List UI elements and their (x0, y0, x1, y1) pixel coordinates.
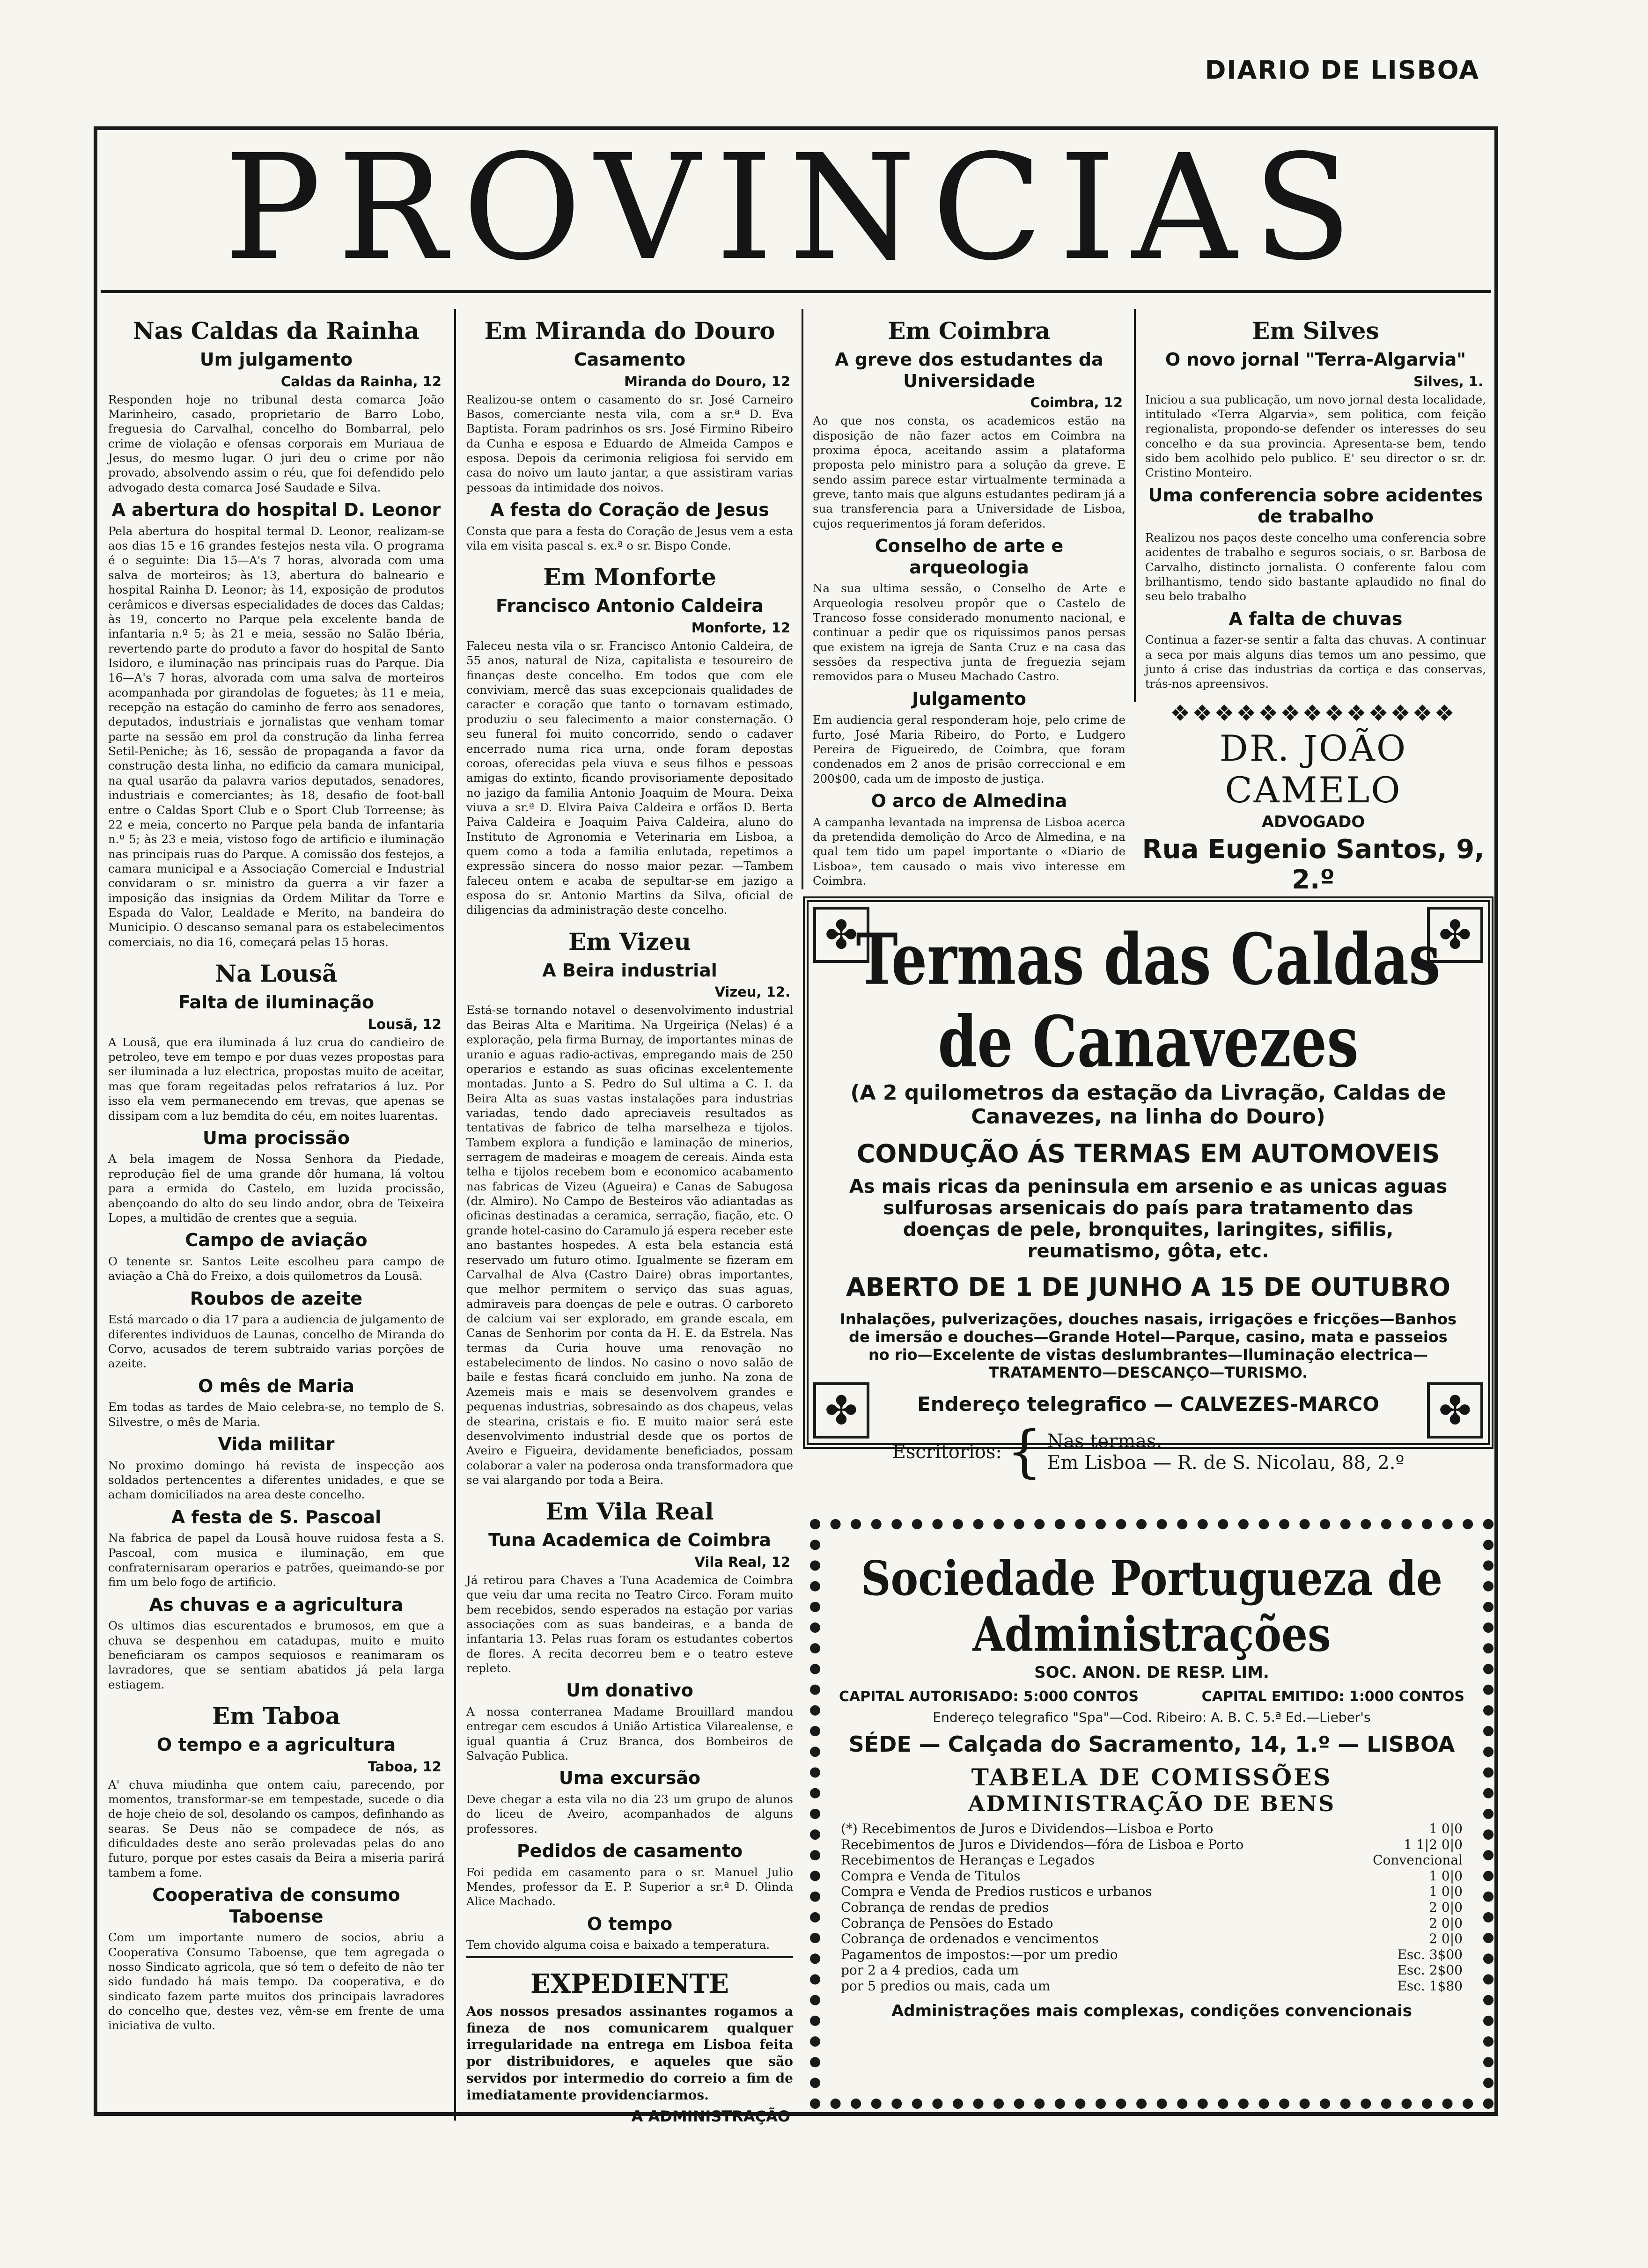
table-row (839, 1916, 1464, 1931)
article-text: Ao que nos consta, os academicos estão na disposição de não fazer actos em Coimbra na proxima época, aceitando assim a plataforma proposta pelo ministro para a solução da greve. E sendo assim parece estar virtualmente terminada a greve, tanto mais que alguns estudantes pediram já a sua transferencia para a Universidade de Lisboa, cujos requerimentos já foram deferidos. (813, 414, 1126, 530)
rate-label: Cobrança de Pensões do Estado (841, 1915, 1053, 1931)
advert-footer: Administrações mais complexas, condições convencionais (891, 2001, 1413, 2020)
advert-season: ABERTO DE 1 DE JUNHO A 15 DE OUTUBRO (846, 1272, 1451, 1302)
subheading: As chuvas e a agricultura (149, 1594, 404, 1615)
rate-label: Compra e Venda de Predios rusticos e urbanos (841, 1884, 1152, 1900)
section-heading: Nas Caldas da Rainha (133, 317, 419, 345)
expediente-text: Aos nossos presados assinantes rogamos a fineza de nos comunicarem qualquer irregularidade na entrega em Lisboa feita por distribuidores, e aqueles que são servidos por intermedio do correio a fim de imediatamente providenciarmos. (466, 2003, 793, 2103)
page-title: PROVINCIAS (223, 124, 1368, 293)
article-text: Em todas as tardes de Maio celebra-se, no templo de S. Silvestre, o mês de Maria. (108, 1400, 444, 1429)
rate-label: por 2 a 4 predios, cada um (841, 1962, 1019, 1978)
title-rule (101, 290, 1491, 293)
article-text: Com um importante numero de socios, abriu a Cooperativa Consumo Taboense, que tem agregada o nosso Sindicato agricola, que só tem o defeito de não ter sido fundado há mais tempo. Da cooperativa, e do sindicato fazem parte muitos dos principais lavradores do concelho que, destes vez, vêm-se em frente de uma iniciativa de vulto. (108, 1930, 444, 2033)
advert-telegraph: Endereço telegrafico "Spa"—Cod. Ribeiro: A. B. C. 5.ª Ed.—Lieber's (933, 1710, 1371, 1725)
column-2 (459, 307, 801, 2128)
article-text: A bela imagem de Nossa Senhora da Piedade, reprodução fiel de uma grande dôr humana, lá voltou para a ermida do Castelo, em luzida procissão, abençoando do alto do seu lindo andor, obra de Teixeira Lopes, a multidão de crentes que a seguia. (108, 1152, 444, 1225)
expediente-heading: EXPEDIENTE (530, 1968, 729, 1999)
article-text: Foi pedida em casamento para o sr. Manuel Julio Mendes, professor da E. P. Superior a sr.ª D. Olinda Alice Machado. (466, 1865, 793, 1908)
subheading: Falta de iluminação (178, 992, 375, 1013)
commission-table (839, 1821, 1464, 1994)
subheading: Uma procissão (203, 1127, 350, 1148)
article-text: No proximo domingo há revista de inspecção aos soldados pertencentes a diferentes unidades, e que se acham domiciliados na area deste concelho. (108, 1458, 444, 1502)
subheading: Uma conferencia sobre acidentes de trabalho (1148, 484, 1483, 527)
advert-role: ADVOGADO (1261, 813, 1365, 831)
ornament-icon: ✤ (813, 907, 869, 963)
section-heading: Na Lousã (215, 960, 338, 988)
advert-conducao: CONDUÇÃO ÁS TERMAS EM AUTOMOVEIS (856, 1139, 1440, 1168)
ornament-icon: ❖❖❖❖❖❖❖❖❖❖❖❖❖ (1170, 700, 1457, 727)
subheading: O tempo (587, 1913, 673, 1934)
advert-services: Inhalações, pulverizações, douches nasais, irrigações e fricções—Banhos de imersão e douches—Grande Hotel—Parque, casino, mata e passeios no rio—Excelente de vistas deslumbrantes—Iluminação electrica—TRATAMENTO—DESCANÇO—TURISMO. (839, 1310, 1457, 1381)
article-text: A campanha levantada na imprensa de Lisboa acerca da pretendida demolição do Arco de Almedina, e na qual tem tido um papel importante o «Diario de Lisboa», tem causado o mais vivo interesse em Coimbra. (813, 815, 1126, 888)
rate-label: Cobrança de ordenados e vencimentos (841, 1931, 1099, 1947)
table-row (839, 1852, 1464, 1868)
subheading: A Beira industrial (542, 960, 717, 981)
article-text: Faleceu nesta vila o sr. Francisco Antonio Caldeira, de 55 anos, natural de Niza, capitalista e tesoureiro de finanças deste concelho. Em todos que com ele conviviam, mercê das suas excepcionais qualidades de caracter e coração que tanto o tornavam estimado, produziu o seu falecimento a maior consternação. O seu funeral foi muito concorrido, sendo o cadaver encerrado numa rica urna, onde foram depostas coroas, oferecidas pela viuva e seus filhos e pessoas amigas do extinto, ficando provisoriamente depositado no jazigo da familia Antonio Joaquim de Moura. Deixa viuva a sr.ª D. Elvira Paiva Caldeira e orfãos D. Berta Paiva Caldeira e Joaquim Paiva Caldeira, aluno do Instituto de Agronomia e Veterinaria em Lisboa, a quem como a toda a familia enlutada, repetimos a expressão sincera do nosso maior pezar. —Tambem faleceu ontem e acaba de sepultar-se em jazigo a esposa do sr. Antonio Martins da Silva, oficial de diligencias da administração deste concelho. (466, 639, 793, 917)
advert-offices (837, 1419, 1460, 1484)
article-text: Realizou nos paços deste concelho uma conferencia sobre acidentes de trabalho e seguros sociais, o sr. Barbosa de Carvalho, distincto jornalista. O conferente falou com brilhantismo, tendo sido bastante aplaudido no final do seu belo trabalho (1145, 530, 1486, 603)
article-text: A Lousã, que era iluminada á luz crua do candieiro de petroleo, teve em tempo e por duas vezes propostas para ser iluminada a luz electrica, propostas muito de aceitar, mas que foram regeitadas pelos refratarios á luz. Por isso ela vem permanecendo em trevas, que apenas se dissipam com a luz bemdita do céu, em noites luarentas. (108, 1035, 444, 1123)
section-heading: Em Coimbra (888, 317, 1051, 345)
rate-label: Recebimentos de Heranças e Legados (841, 1852, 1095, 1868)
expediente-signature: A ADMINISTRAÇÃO (631, 2107, 790, 2125)
rate-label: Cobrança de rendas de predios (841, 1899, 1049, 1915)
subheading: A festa de S. Pascoal (171, 1506, 382, 1527)
subheading: O mês de Maria (198, 1375, 354, 1396)
article-text: Pela abertura do hospital termal D. Leonor, realizam-se aos dias 15 e 16 grandes festejos nesta vila. O programa é o seguinte: Dia 15—A's 7 horas, alvorada com uma salva de morteiros; às 13, abertura do balneario e hospital Rainha D. Leonor; às 14, exposição de produtos cerâmicos e diversas especialidades de doces das Caldas; às 19, concerto no Parque pela excelente banda de infantaria n.º 5; às 21 e meia, sessão no Salão Ibéria, revertendo parte do produto a favor do hospital de Santo Isidoro, e iluminação nas principais ruas do Parque. Dia 16—A's 7 horas, alvorada com uma salva de morteiros acompanhada por girandolas de foguetes; às 11 e meia, recepção na estação do caminho de ferro aos senadores, deputados, industriais e jornalistas que venham tomar parte na sessão em prol da construção da linha ferrea Setil-Peniche; às 16, sessão de propaganda a favor da construção desta linha, no edificio da camara municipal, na qual usarão da palavra varios deputados, senadores, industriais e comerciantes; às 18, desafio de foot-ball entre o Caldas Sport Club e o Sport Club Torreense; às 22 e meia, concerto no Parque pela banda de infantaria n.º 5; às 23 e meia, vistoso fogo de artificio e iluminação nas principais ruas do Parque. A comissão dos festejos, a camara municipal e a Associação Comercial e Industrial convidaram o sr. ministro da guerra a vir fazer a imposição das insignias da Ordem Militar da Torre e Espada do Valor, Lealdade e Merito, na bandeira do Municipio. O descanso semanal para os estabelecimentos comerciais, no dia 16, começará pelas 15 horas. (108, 524, 444, 949)
rate-value: 1 0|0 (1429, 1884, 1463, 1900)
offices-label: Escritorios: (892, 1441, 1002, 1463)
column-4 (1138, 307, 1494, 695)
rate-value: 2 0|0 (1429, 1899, 1463, 1915)
table-title: TABELA DE COMISSÕES (971, 1763, 1332, 1791)
article-text: Está marcado o dia 17 para a audiencia de julgamento de diferentes individuos de Launas, concelho de Miranda do Corvo, acusados de terem subtraido varias porções de azeite. (108, 1313, 444, 1371)
column-divider (1134, 309, 1136, 702)
subheading: O tempo e a agricultura (156, 1734, 396, 1755)
article-text: Realizou-se ontem o casamento do sr. José Carneiro Basos, comerciante nesta vila, com a sr.ª D. Eva Baptista. Foram padrinhos os srs. José Firmino Ribeiro da Cunha e esposa e Eduardo de Almeida Campos e esposa. Depois da cerimonia religiosa foi servido em casa do noivo um lauto jantar, a que assistiram varias pessoas da intimidade dos noivos. (466, 392, 793, 494)
dateline: Vila Real, 12 (694, 1554, 790, 1570)
subheading: Um julgamento (199, 349, 353, 370)
article-text: Os ultimos dias escurentados e brumosos, em que a chuva se despenhou em catadupas, muito e muito beneficiaram os campos sequiosos e reanimaram os lavradores, que se sentiam abatidos já pela larga estiagem. (108, 1619, 444, 1691)
article-text: Deve chegar a esta vila no dia 23 um grupo de alunos do liceu de Aveiro, acompanhados de alguns professores. (466, 1792, 793, 1835)
advert-name: DR. JOÃO CAMELO (1219, 727, 1407, 811)
office-2: Em Lisboa — R. de S. Nicolau, 88, 2.º (1047, 1452, 1405, 1474)
masthead: DIARIO DE LISBOA (1205, 55, 1479, 85)
office-1: Nas termas. (1047, 1431, 1162, 1452)
rate-value: 1 0|0 (1429, 1868, 1463, 1884)
capital-row (839, 1688, 1464, 1705)
ornament-icon: ✤ (1427, 907, 1483, 963)
rate-label: (*) Recebimentos de Juros e Dividendos—Lisboa e Porto (841, 1821, 1214, 1836)
table-row (839, 1978, 1464, 1994)
column-divider (802, 309, 803, 889)
subheading: O arco de Almedina (871, 791, 1067, 812)
advert-termas (803, 896, 1494, 1484)
table-row (839, 1962, 1464, 1978)
table-row (839, 1900, 1464, 1916)
rate-value: 2 0|0 (1429, 1915, 1463, 1931)
article-text: A' chuva miudinha que ontem caiu, parecendo, por momentos, transformar-se em tempestade, sucede o dia de hoje cheio de sol, desolando os campos, definhando as searas. Se Deus não se compadece de nós, as dificuldades deste ano serão prolevadas pelas do ano futuro, porque por estes casais da Beira a miseria parirá tambem a fome. (108, 1777, 444, 1879)
dateline: Lousã, 12 (368, 1016, 441, 1032)
article-text: A nossa conterranea Madame Brouillard mandou entregar cem escudos á União Artistica Vilarealense, e igual quantia á Cruz Branca, dos Bombeiros de Salvação Publica. (466, 1705, 793, 1763)
table-row (839, 1931, 1464, 1947)
dateline: Caldas da Rainha, 12 (280, 373, 441, 389)
rate-value: Convencional (1373, 1852, 1463, 1868)
dateline: Miranda do Douro, 12 (624, 373, 790, 389)
section-heading: Em Silves (1252, 317, 1379, 345)
dateline: Taboa, 12 (368, 1758, 441, 1775)
table-row (839, 1947, 1464, 1963)
subheading: A festa do Coração de Jesus (490, 499, 769, 521)
advert-lawyer (1133, 702, 1494, 895)
article-text: Está-se tornando notavel o desenvolvimento industrial das Beiras Alta e Maritima. Na Urgeiriça (Nelas) é a exploração, pela firma Burnay, de importantes minas de uranio e aguas radio-activas, empregando mais de 250 operarios e estando as suas oficinas excelentemente montadas. Junto a S. Pedro do Sul ultima a C. I. da Beira Alta as suas vastas instalações para industrias variadas, tendo dado apreciaveis resultados as tentativas de fabrico de telha marselheza e tijolos. Tambem explora a fundição e laminação de minerios, serragem de madeiras e moagem de cereais. Ainda esta telha e tijolos recebem bom e economico acabamento nas fabricas de Vizeu (Agueira) e Canas de Sabugosa (dr. Almiro). No Campo de Besteiros vão adiantadas as oficinas destinadas a ceramica, serração, fiação, etc. O grande hotel-casino do Caramulo já espera receber este ano bastantes hospedes. A esta bela estancia está reservado um futuro otimo. Igualmente se fizeram em Carvalhal de Alva (Castro Daire) obras importantes, que melhor permitem o serviço das suas aguas, admiraveis para doenças de pele e outras. O carboreto de calcium vai ser explorado, em grande escala, em Canas de Senhorim por conta da H. E. da Estrela. Nas termas da Curia houve uma renovação no estabelecimento de lindos. No casino o novo salão de baile e festas ficará concluido em junho. Na zona de Azemeis mais e mais se desenvolvem grandes e pequenas industrias, sobresaindo as dos chapeus, velas de stearina, cristais e fio. E muito maior será este desenvolvimento industrial desde que os portos de Aveiro e Figueira, devidamente beneficiados, possam colaborar a valer na poderosa onda transformadora que se vai alargando por toda a Beira. (466, 1003, 793, 1487)
subheading: Pedidos de casamento (516, 1841, 743, 1862)
advert-sociedade (810, 1519, 1494, 2109)
table-row (839, 1884, 1464, 1900)
article-text: Tem chovido alguma coisa e baixado a temperatura. (466, 1938, 770, 1952)
rate-label: Recebimentos de Juros e Dividendos—fóra de Lisboa e Porto (841, 1836, 1244, 1852)
rate-label: Pagamentos de impostos:—por um predio (841, 1946, 1118, 1962)
table-row (839, 1837, 1464, 1853)
section-heading: Em Miranda do Douro (484, 317, 775, 345)
dateline: Silves, 1. (1413, 373, 1483, 389)
brace-icon: { (1006, 1419, 1043, 1484)
table-row (839, 1821, 1464, 1837)
subheading: Uma excursão (559, 1768, 701, 1789)
rate-value: Esc. 1$80 (1397, 1978, 1463, 1994)
capital-authorised: CAPITAL AUTORISADO: 5:000 CONTOS (839, 1688, 1139, 1705)
rate-value: Esc. 3$00 (1397, 1946, 1463, 1962)
advert-headquarters: SÉDE — Calçada do Sacramento, 14, 1.º — LISBOA (848, 1732, 1455, 1757)
article-text: Responden hoje no tribunal desta comarca João Marinheiro, casado, proprietario de Barro Lobo, freguesia do Carvalhal, concelho do Bombarral, pelo crime de violação e ofensas corporais em Muriaua de Jesus, do mesmo lugar. O juri deu o crime por não provado, absolvendo assim o réu, que foi defendido pelo advogado desta comarca José Saudade e Silva. (108, 392, 444, 494)
section-heading: Em Taboa (212, 1702, 340, 1730)
rate-value: 2 0|0 (1429, 1931, 1463, 1947)
subheading: Tuna Academica de Coimbra (488, 1530, 771, 1551)
column-3 (805, 307, 1133, 892)
table-subtitle: ADMINISTRAÇÃO DE BENS (968, 1791, 1336, 1816)
ornament-icon: ✤ (813, 1382, 869, 1439)
article-text: O tenente sr. Santos Leite escolheu para campo de aviação a Chã do Freixo, a dois quilometros da Lousã. (108, 1254, 444, 1283)
section-heading: Em Vila Real (545, 1497, 714, 1526)
section-heading: Em Vizeu (568, 927, 691, 955)
subheading: Vida militar (218, 1433, 335, 1454)
article-text: Na fabrica de papel da Lousã houve ruidosa festa a S. Pascoal, com musica e iluminação, em que confraternisaram operarios e patrões, queimando-se por fim um belo fogo de artificio. (108, 1531, 444, 1589)
subheading: A falta de chuvas (1229, 608, 1403, 629)
article-text: Já retirou para Chaves a Tuna Academica de Coimbra que veiu dar uma recita no Teatro Circo. Foram muito bem recebidos, sendo esperados na estação por varias associações com as suas bandeiras, e a banda de infantaria 13. Pelas ruas foram os estudantes cobertos de flores. A recita decorreu bem e o teatro esteve repleto. (466, 1573, 793, 1675)
advert-subtitle: (A 2 quilometros da estação da Livração, Caldas de Canavezes, na linha do Douro) (850, 1081, 1446, 1129)
column-1 (101, 307, 452, 2037)
dateline: Coimbra, 12 (1030, 395, 1123, 411)
subheading: Roubos de azeite (190, 1288, 363, 1309)
subheading: Cooperativa de consumo Taboense (152, 1885, 400, 1927)
advert-telegraph: Endereço telegrafico — CALVEZES-MARCO (917, 1393, 1379, 1416)
table-row (839, 1868, 1464, 1884)
subheading: A abertura do hospital D. Leonor (111, 499, 441, 521)
subheading: Julgamento (912, 688, 1026, 709)
rate-value: 1 0|0 (1429, 1821, 1463, 1836)
advert-company-type: SOC. ANON. DE RESP. LIM. (1034, 1663, 1269, 1682)
article-text: Continua a fazer-se sentir a falta das chuvas. A continuar a seca por mais alguns dias temos um ano pessimo, que junto á crise das industrias da cortiça e das conservas, trás-nos apreensivos. (1145, 633, 1486, 691)
advert-address: Rua Eugenio Santos, 9, 2.º (1142, 834, 1485, 895)
subheading: A greve dos estudantes da Universidade (835, 349, 1104, 391)
subheading: O novo jornal "Terra-Algarvia" (1165, 349, 1466, 370)
dateline: Vizeu, 12. (714, 984, 790, 1000)
article-text: Na sua ultima sessão, o Conselho de Arte e Arqueologia resolveu propôr que o Castelo de Trancoso fosse considerado monumento nacional, e continuar a pedir que os riquissimos panos persas que existem na igreja de Santa Cruz e na casa das sessões da respectiva junta de freguezia sejam removidos para o Museu Machado Castro. (813, 581, 1126, 683)
subheading: Francisco Antonio Caldeira (495, 595, 764, 617)
rate-label: por 5 predios ou mais, cada um (841, 1978, 1051, 1994)
subheading: Um donativo (566, 1680, 693, 1701)
ornament-icon: ✤ (1427, 1382, 1483, 1439)
subheading: Campo de aviação (185, 1230, 368, 1251)
divider (466, 1956, 793, 1958)
section-heading: Em Monforte (543, 563, 716, 591)
dateline: Monforte, 12 (691, 620, 790, 636)
rate-value: 1 1|2 0|0 (1404, 1836, 1463, 1852)
capital-issued: CAPITAL EMITIDO: 1:000 CONTOS (1201, 1688, 1464, 1705)
advert-description: As mais ricas da peninsula em arsenio e as unicas aguas sulfurosas arsenicais do país para tratamento das doenças de pele, bronquites, laringites, sifilis, reumatismo, gôta, etc. (849, 1176, 1448, 1262)
article-text: Consta que para a festa do Coração de Jesus vem a esta vila em visita pascal s. ex.ª o sr. Bispo Conde. (466, 524, 793, 553)
advert-title: Termas das Caldas de Canavezes (856, 918, 1441, 1084)
subheading: Conselho de arte e arqueologia (875, 536, 1064, 578)
rate-value: Esc. 2$00 (1397, 1962, 1463, 1978)
subheading: Casamento (574, 349, 686, 370)
advert-title: Sociedade Portugueza de Administrações (861, 1550, 1443, 1662)
column-divider (454, 309, 456, 2121)
rate-label: Compra e Venda de Titulos (841, 1868, 1021, 1884)
article-text: Em audiencia geral responderam hoje, pelo crime de furto, José Maria Ribeiro, do Porto, e Ludgero Pereira de Figueiredo, de Coimbra, que foram condenados em 2 anos de prisão correccional e em 200$00, cada um de imposto de justiça. (813, 713, 1126, 785)
article-text: Iniciou a sua publicação, um novo jornal desta localidade, intitulado «Terra Algarvia», sem politica, com feição regionalista, propondo-se defender os interesses do seu concelho e da sua provincia. Apresenta-se bem, tendo sido bem acolhido pelo publico. E' seu director o sr. dr. Cristino Monteiro. (1145, 392, 1486, 480)
